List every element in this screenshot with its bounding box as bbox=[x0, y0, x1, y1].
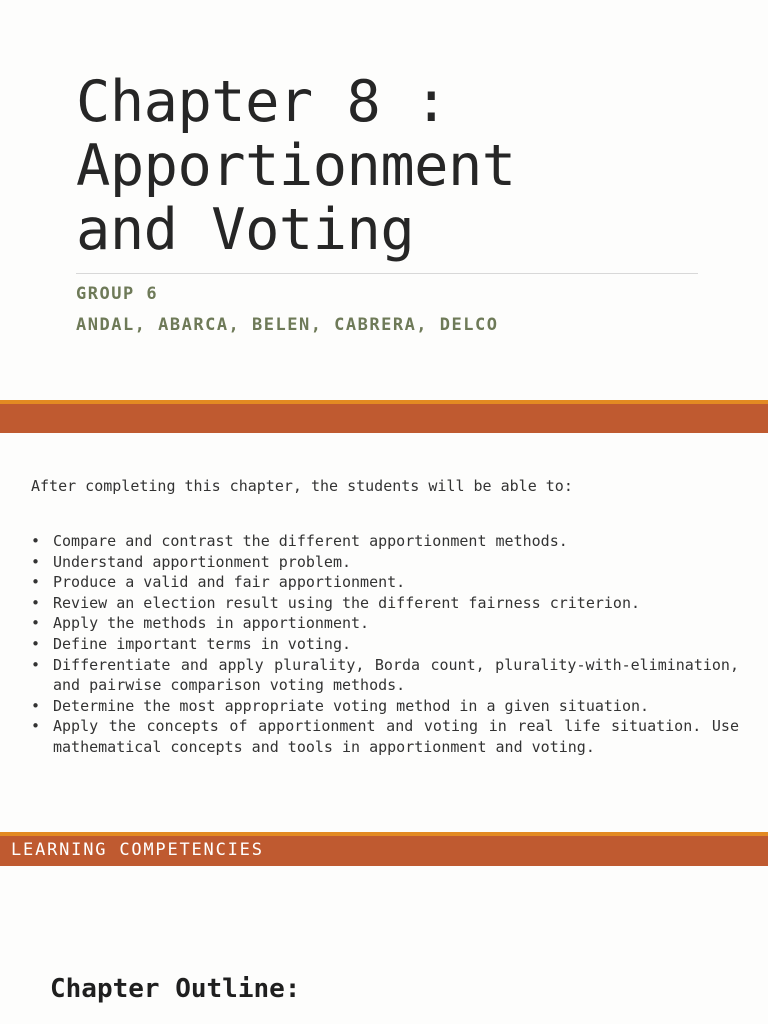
list-item-text: Determine the most appropriate voting method in a given situation. bbox=[53, 696, 650, 715]
section-label: LEARNING COMPETENCIES bbox=[11, 840, 264, 860]
title-divider bbox=[76, 273, 698, 274]
bullet-icon: • bbox=[31, 573, 41, 592]
top-accent-band bbox=[0, 400, 768, 433]
bullet-icon: • bbox=[31, 614, 41, 633]
chapter-title-line: Apportionment bbox=[76, 133, 516, 199]
group-members: ANDAL, ABARCA, BELEN, CABRERA, DELCO bbox=[76, 315, 499, 335]
group-label: GROUP 6 bbox=[76, 284, 159, 304]
bullet-icon: • bbox=[31, 552, 41, 571]
list-item-text: Produce a valid and fair apportionment. bbox=[53, 573, 406, 592]
list-item-text: Differentiate and apply plurality, Borda count, plurality-with-elimination, and pairwise comparison voting methods. bbox=[53, 655, 739, 695]
objectives-list bbox=[31, 531, 739, 758]
bullet-icon: • bbox=[31, 717, 41, 736]
list-item bbox=[31, 572, 739, 593]
list-item bbox=[31, 634, 739, 655]
bullet-icon: • bbox=[31, 696, 41, 715]
list-item-text: Understand apportionment problem. bbox=[53, 552, 352, 571]
list-item-text: Compare and contrast the different apportionment methods. bbox=[53, 532, 568, 550]
list-item bbox=[31, 716, 739, 757]
bullet-icon: • bbox=[31, 655, 41, 674]
list-item bbox=[31, 552, 739, 573]
list-item bbox=[31, 696, 739, 717]
bullet-icon: • bbox=[31, 532, 41, 550]
list-item-text: Apply the concepts of apportionment and voting in real life situation. Use mathematical concepts and tools in apportionment and voting. bbox=[53, 717, 739, 756]
list-item bbox=[31, 593, 739, 614]
list-item bbox=[31, 613, 739, 634]
objectives-intro: After completing this chapter, the students will be able to: bbox=[31, 477, 573, 495]
list-item bbox=[31, 655, 739, 696]
outline-heading: Chapter Outline: bbox=[50, 974, 301, 1004]
list-item-text: Review an election result using the different fairness criterion. bbox=[53, 593, 640, 612]
chapter-title bbox=[76, 70, 716, 262]
bullet-icon: • bbox=[31, 593, 41, 612]
list-item bbox=[31, 531, 739, 552]
list-item-text: Define important terms in voting. bbox=[53, 634, 352, 653]
chapter-title-line: Chapter 8 : bbox=[76, 69, 448, 135]
bullet-icon: • bbox=[31, 634, 41, 653]
section-band bbox=[0, 832, 768, 866]
list-item-text: Apply the methods in apportionment. bbox=[53, 614, 370, 633]
chapter-title-line: and Voting bbox=[76, 197, 415, 263]
